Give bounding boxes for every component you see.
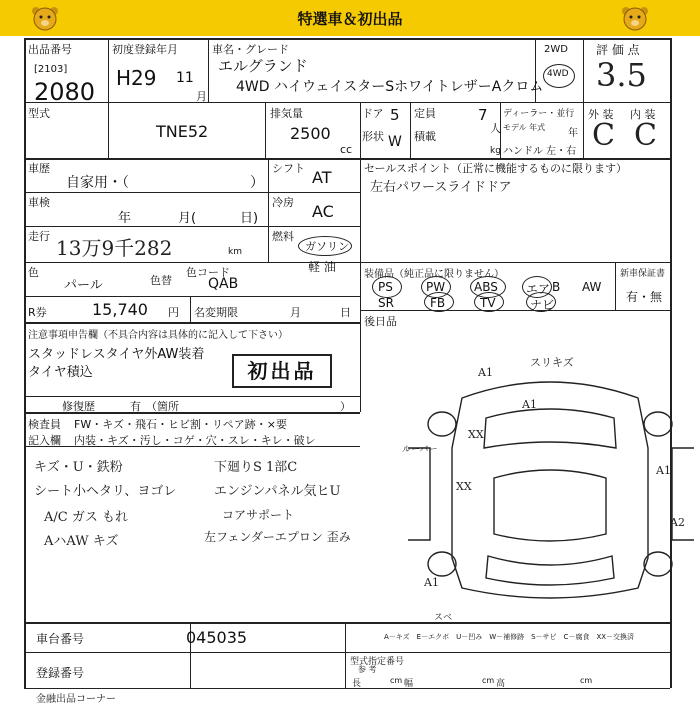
transfer-month: 月 — [290, 306, 301, 319]
handwritten-note: AハAW キズ — [44, 534, 119, 549]
handle-label: ハンドル 左・右 — [503, 146, 577, 157]
damage-mark: A1 — [522, 398, 537, 411]
doors-value: 5 — [390, 106, 400, 124]
handwritten-note: シート小ヘタリ、ヨゴレ — [34, 484, 177, 499]
rear-items-label: 後日品 — [364, 315, 397, 328]
repair-close: ） — [340, 400, 351, 413]
chassis-label: 車台番号 — [36, 632, 85, 646]
inspection-day: 日) — [240, 211, 259, 226]
cooling-value: AC — [312, 202, 334, 221]
history-label: 車歴 — [28, 162, 50, 175]
sales-point-text: 左右パワースライドドア — [370, 180, 512, 195]
equip-navi: ナビ — [530, 298, 555, 312]
damage-mark: A1 — [478, 366, 493, 379]
model-designation-sub: 参 考 — [358, 665, 377, 674]
model-year-label: モデル 年式 — [503, 123, 546, 132]
damage-mark: A1 — [656, 464, 671, 477]
grid-line — [583, 38, 584, 158]
color-code-label: 色コード — [186, 266, 230, 279]
header-banner — [0, 0, 700, 36]
equip-abs: ABS — [474, 280, 498, 294]
handwritten-note: 下廻りS 1部C — [214, 460, 298, 475]
inspection-year: 年 — [118, 211, 132, 226]
model-designation-label: 型式指定番号 — [350, 657, 405, 667]
equip-circle — [526, 292, 556, 312]
inspection-month: 月( — [178, 211, 197, 226]
grid-line — [24, 396, 360, 397]
new-warranty-label: 新車保証書 — [620, 269, 666, 279]
windshield-outline — [484, 409, 616, 448]
shape-value: W — [388, 134, 402, 150]
lot-number-label: 出品番号 — [28, 43, 72, 56]
damage-mark: A2 — [670, 516, 685, 529]
length-label: 長 — [352, 679, 362, 689]
finance-corner-label: 金融出品コーナー — [36, 694, 116, 705]
damage-mark: スベ — [434, 613, 453, 623]
grid-line — [24, 688, 670, 689]
grid-line — [24, 296, 360, 297]
cooling-label: 冷房 — [272, 196, 294, 209]
inspection-label: 車検 — [28, 196, 50, 209]
year-unit: 年 — [568, 128, 578, 139]
recorder-label: 記入欄 — [28, 434, 61, 447]
wheel-outline — [644, 412, 672, 436]
fuel-diesel: 軽 油 — [308, 260, 336, 274]
banner-title: 特選車＆初出品 — [297, 10, 403, 28]
grid-line — [24, 38, 26, 688]
history-value: 自家用・（ — [66, 175, 129, 191]
car-name: エルグランド — [218, 57, 308, 75]
grid-line — [108, 38, 109, 158]
grid-line — [24, 102, 670, 103]
grid-line — [615, 262, 616, 310]
damage-mark: XX — [468, 428, 484, 441]
color-label: 色 — [28, 266, 39, 279]
shift-label: シフト — [272, 162, 305, 175]
equip-ps: PS — [378, 280, 393, 294]
bear-mascot-icon — [620, 5, 650, 31]
transfer-day: 日 — [340, 306, 351, 319]
car-grade: 4WD ハイウェイスターSホワイトレザーAクロム — [236, 79, 544, 95]
equip-circle — [424, 292, 454, 312]
equip-sr: SR — [378, 296, 394, 310]
grid-line — [360, 262, 670, 263]
model-value: TNE52 — [156, 122, 209, 141]
interior-label: 内 装 — [630, 108, 656, 121]
cm-unit: cm — [482, 676, 495, 685]
fuel-gasoline: ガソリン — [305, 240, 349, 253]
notes-line1: スタッドレスタイヤ外AW装着 — [28, 347, 205, 362]
notes-line2: タイヤ積込 — [28, 365, 93, 380]
damage-mark: A1 — [424, 576, 439, 589]
drive-4wd: 4WD — [547, 69, 569, 79]
handwritten-note: キズ・U・鉄粉 — [34, 460, 123, 475]
equip-circle — [474, 292, 504, 312]
doors-label: ドア — [362, 107, 384, 120]
kg-unit: kg — [490, 146, 501, 156]
shape-label: 形状 — [362, 130, 384, 143]
km-unit: km — [228, 247, 242, 257]
height-label: 高 — [496, 679, 506, 689]
checks-row2: 内装・キズ・汚し・コゲ・穴・スレ・キレ・破レ — [74, 434, 316, 447]
load-label: 積載 — [414, 130, 436, 143]
grid-line — [24, 192, 360, 193]
handwritten-note: 左フェンダーエプロン 歪み — [204, 530, 351, 544]
grid-line — [360, 310, 670, 311]
yen-unit: 円 — [168, 306, 179, 319]
grid-line — [24, 226, 360, 227]
handwritten-note: エンジンパネル気ヒU — [214, 484, 341, 499]
inspector-label: 検査員 — [28, 418, 61, 431]
exterior-label: 外 装 — [588, 108, 614, 121]
lot-code: [2103] — [34, 64, 68, 75]
interior-grade: C — [634, 118, 657, 153]
grid-line — [345, 622, 346, 688]
notes-title: 注意事項申告欄（不具合内容は具体的に記入して下さい） — [28, 330, 288, 341]
mileage-label: 走行 — [28, 230, 50, 243]
repair-history-value: 有 — [130, 400, 141, 413]
color-code-value: QAB — [208, 276, 239, 292]
grid-line — [208, 38, 209, 102]
equip-circle — [372, 276, 402, 298]
wheel-outline — [644, 552, 672, 576]
wheel-outline — [428, 412, 456, 436]
mileage-value: 13万9千282 — [56, 236, 173, 260]
car-damage-diagram — [402, 352, 700, 624]
recycle-amount: 15,740 — [92, 300, 148, 319]
score-label: 評 価 点 — [596, 43, 640, 57]
chassis-value: 045035 — [186, 628, 248, 647]
month-unit: 月 — [196, 90, 207, 103]
grid-line — [190, 296, 191, 322]
first-registration-label: 初度登録年月 — [112, 43, 178, 56]
registration-label: 登録番号 — [36, 666, 85, 680]
equip-tv: TV — [480, 296, 496, 310]
dealer-label: ディーラー・並行 — [503, 109, 575, 119]
sales-point-label: セールスポイント（正常に機能するものに限ります） — [364, 162, 628, 175]
name-grade-label: 車名・グレード — [212, 43, 289, 56]
score-value: 3.5 — [596, 56, 647, 94]
lot-number: 2080 — [34, 78, 96, 106]
capacity-value: 7 — [478, 106, 488, 124]
cc-unit: cc — [340, 143, 353, 156]
handwritten-note: A/C ガス もれ — [44, 510, 128, 525]
first-registration-year: H29 — [116, 66, 157, 90]
damage-mark: スリキズ — [530, 356, 574, 369]
fuel-label: 燃料 — [272, 230, 294, 243]
equip-air: エア — [526, 282, 551, 296]
displacement-label: 排気量 — [270, 107, 303, 120]
grid-line — [265, 102, 266, 158]
exterior-grade: C — [592, 118, 615, 153]
grid-line — [410, 102, 411, 158]
equip-aw: AW — [582, 280, 602, 294]
color-value: パール — [64, 278, 103, 293]
first-listing-stamp: 初出品 — [232, 354, 332, 388]
grid-line — [24, 652, 670, 653]
rear-window-outline — [486, 556, 614, 585]
wheel-outline — [428, 552, 456, 576]
grid-line — [24, 322, 360, 324]
repair-history-label: 修復歴 — [62, 400, 95, 413]
equip-pw: PW — [426, 280, 446, 294]
equipment-label: 装備品（純正品に限りません） — [364, 269, 504, 280]
cm-unit: cm — [580, 676, 593, 685]
first-registration-month: 11 — [176, 70, 194, 86]
damage-legend: A－キズ E－エクボ U－凹み W－補修跡 S－サビ C－腐食 XX－交換済 — [384, 633, 635, 641]
grid-line — [268, 158, 269, 262]
repair-place: （箇所 — [146, 400, 179, 413]
equip-b: B — [552, 280, 561, 294]
transfer-deadline-label: 名変期限 — [194, 306, 238, 319]
displacement-value: 2500 — [290, 124, 331, 143]
damage-mark: ルーバー — [402, 445, 438, 455]
model-label: 型式 — [28, 107, 50, 120]
width-label: 幅 — [404, 679, 414, 689]
cm-unit: cm — [390, 676, 403, 685]
damage-mark: XX — [456, 480, 472, 493]
grid-line — [360, 102, 361, 412]
handwritten-note: コアサポート — [222, 508, 295, 522]
recycle-label: R券 — [28, 306, 47, 319]
side-panel-outline — [408, 448, 430, 540]
color-change-label: 色替 — [150, 274, 172, 287]
history-close: ） — [250, 175, 264, 191]
drive-2wd: 2WD — [544, 44, 568, 55]
grid-line — [24, 38, 670, 40]
checks-row1: FW・キズ・飛石・ヒビ割・リペア跡・×要 — [74, 418, 287, 431]
equip-fb: FB — [430, 296, 446, 310]
person-unit: 人 — [490, 122, 501, 135]
new-warranty-value: 有・無 — [626, 290, 663, 304]
capacity-label: 定員 — [414, 107, 436, 120]
shift-value: AT — [312, 168, 332, 187]
roof-outline — [494, 470, 606, 541]
